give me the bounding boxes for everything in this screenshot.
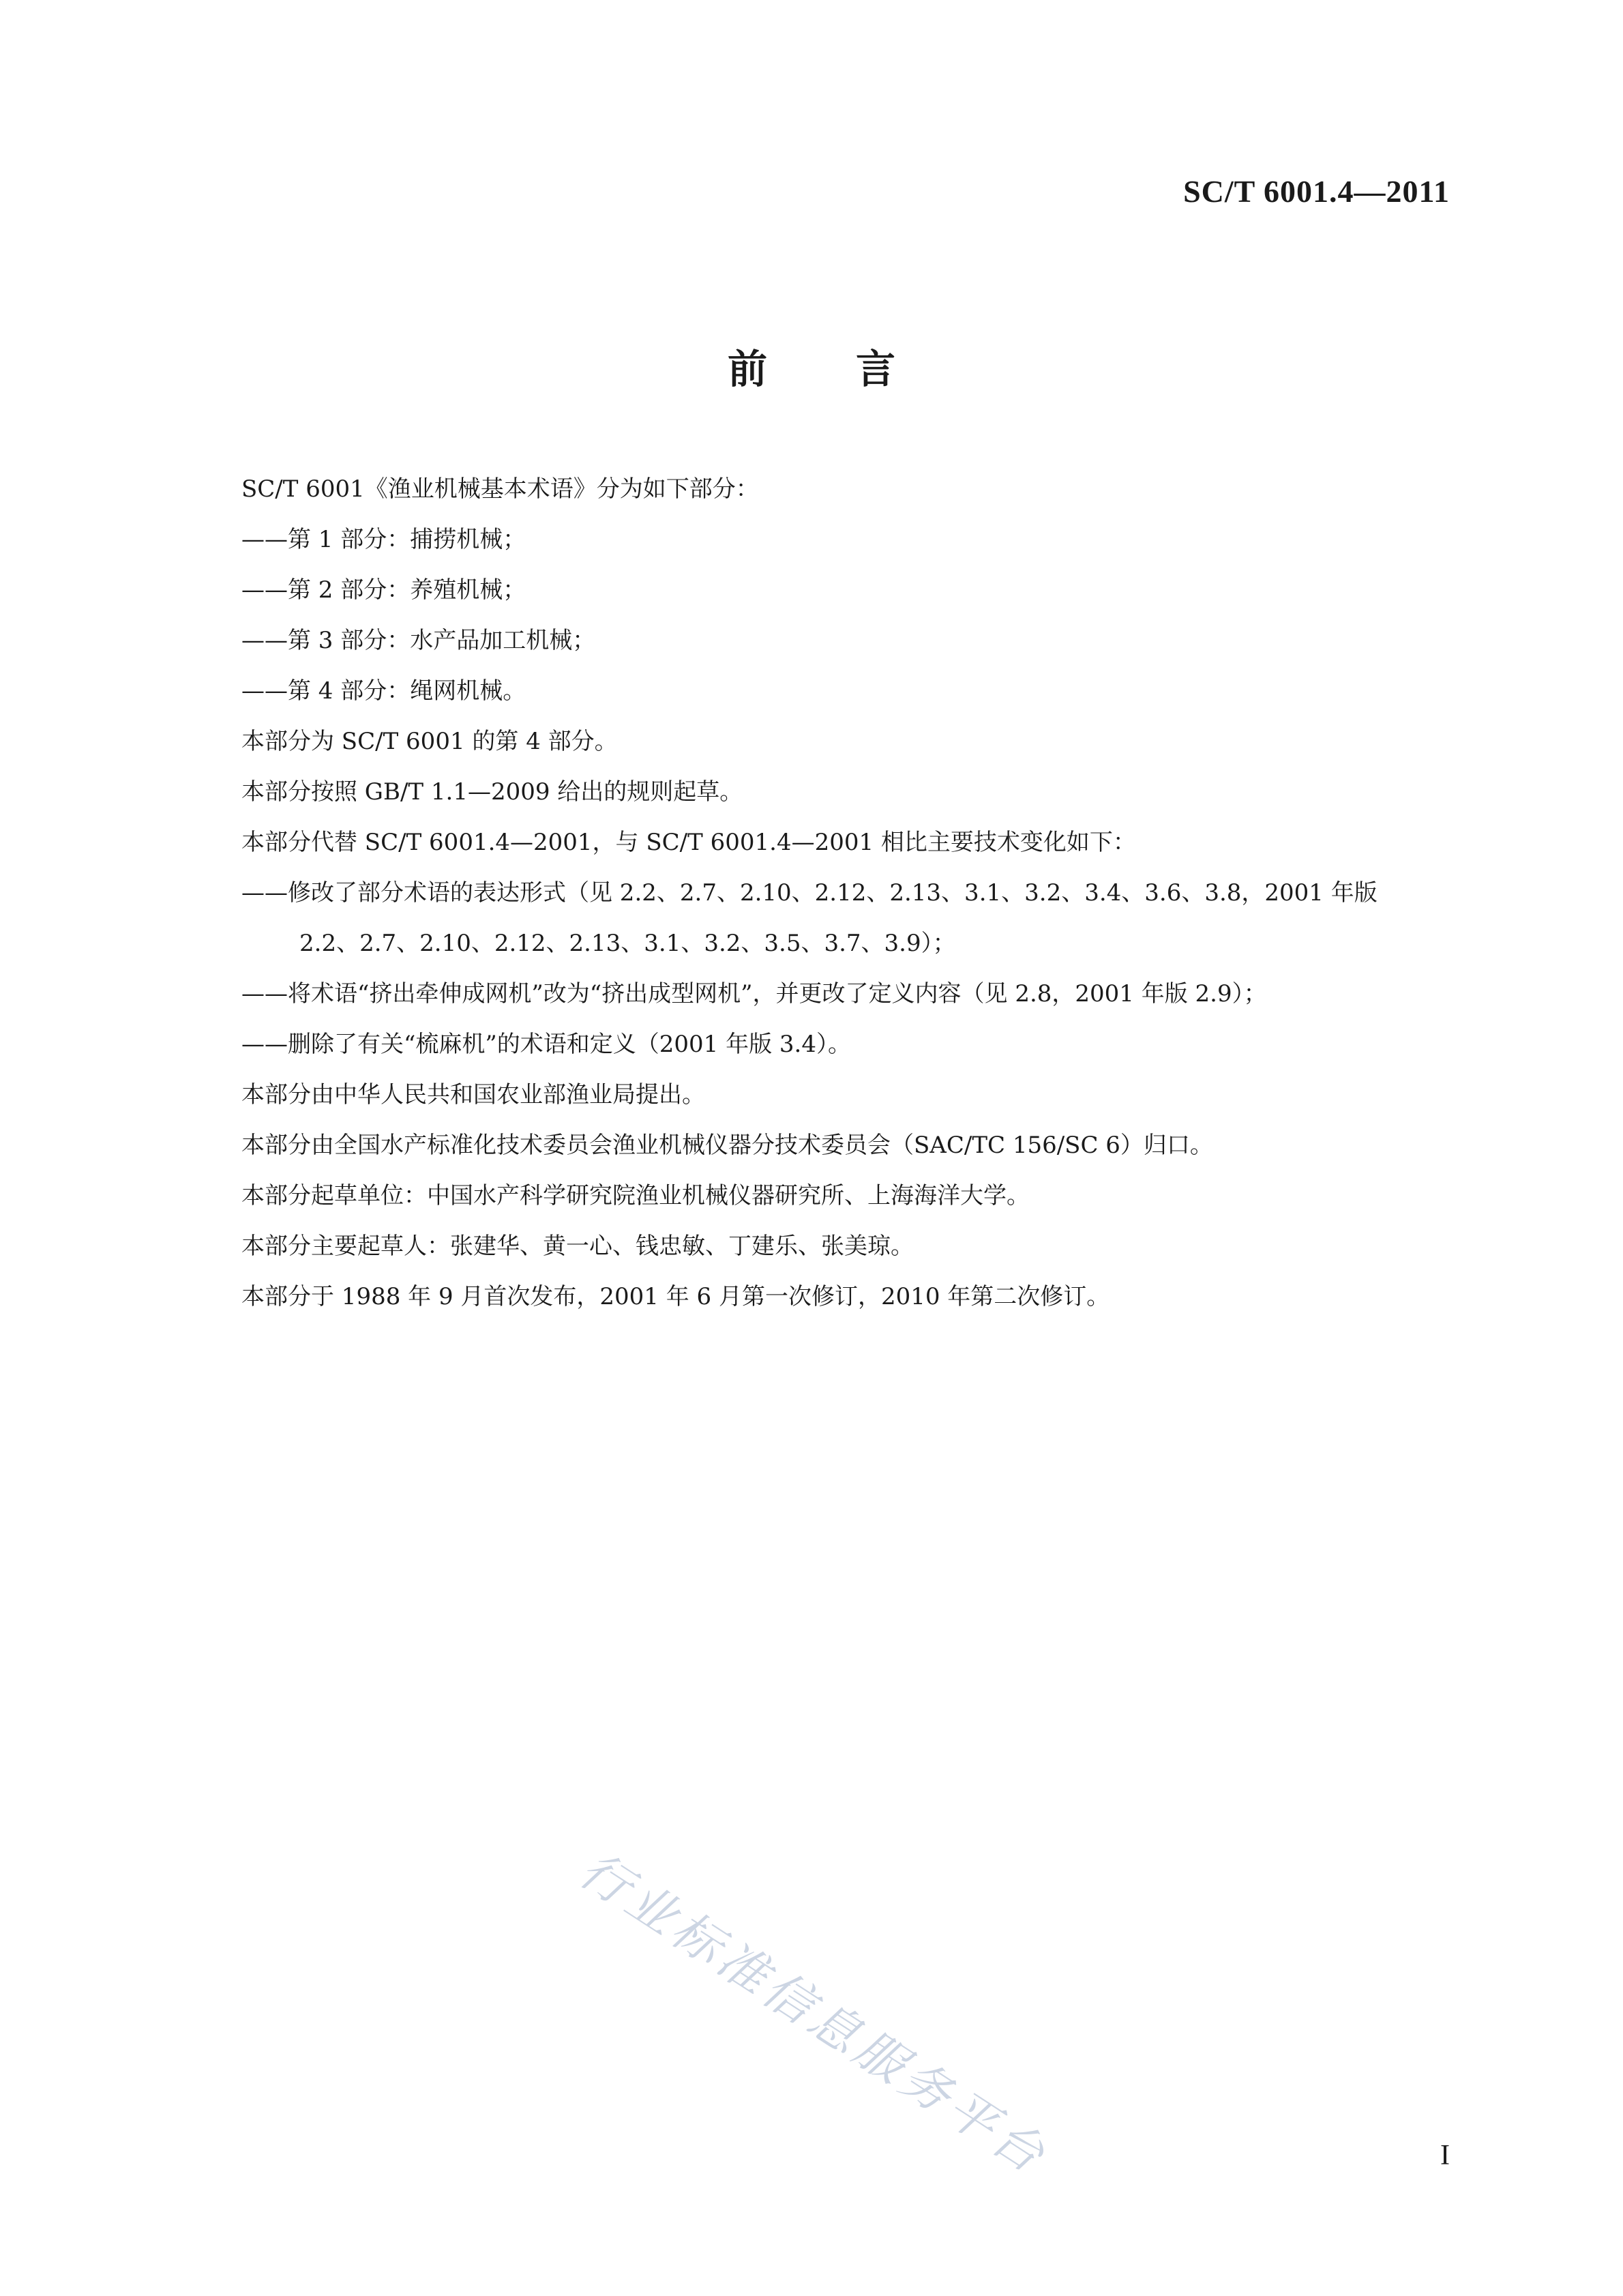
paragraph-administered-by: 本部分由全国水产标准化技术委员会渔业机械仪器分技术委员会（SAC/TC 156/SC 6）归口。 — [241, 1132, 1213, 1159]
paragraph-part-statement: 本部分为 SC/T 6001 的第 4 部分。 — [241, 728, 618, 755]
paragraph-proposed-by: 本部分由中华人民共和国农业部渔业局提出。 — [241, 1081, 705, 1108]
document-code: SC/T 6001.4—2011 — [1183, 174, 1450, 209]
list-item-part-1: ——第 1 部分：捕捞机械； — [241, 526, 526, 553]
list-item-change-2: ——将术语“挤出牵伸成网机”改为“挤出成型网机”，并更改了定义内容（见 2.8，2001 年版 2.9）； — [241, 980, 1267, 1007]
paragraph-parts-intro: SC/T 6001《渔业机械基本术语》分为如下部分： — [241, 475, 759, 503]
page-number: I — [1440, 2140, 1450, 2171]
paragraph-drafters: 本部分主要起草人：张建华、黄一心、钱忠敏、丁建乐、张美琼。 — [241, 1233, 914, 1260]
paragraph-history: 本部分于 1988 年 9 月首次发布，2001 年 6 月第一次修订，2010 年第二次修订。 — [241, 1283, 1110, 1310]
paragraph-replacement: 本部分代替 SC/T 6001.4—2001，与 SC/T 6001.4—2001 相比主要技术变化如下： — [241, 829, 1136, 856]
list-item-change-1-continued: 2.2、2.7、2.10、2.12、2.13、3.1、3.2、3.5、3.7、3.9）； — [299, 930, 956, 957]
list-item-part-3: ——第 3 部分：水产品加工机械； — [241, 627, 596, 654]
list-item-change-3: ——删除了有关“梳麻机”的术语和定义（2001 年版 3.4）。 — [241, 1031, 851, 1058]
paragraph-drafting-rules: 本部分按照 GB/T 1.1—2009 给出的规则起草。 — [241, 778, 743, 806]
page-title: 前言 — [727, 346, 984, 392]
list-item-change-1: ——修改了部分术语的表达形式（见 2.2、2.7、2.10、2.12、2.13、3.1、3.2、3.4、3.6、3.8，2001 年版 — [241, 879, 1378, 907]
list-item-part-2: ——第 2 部分：养殖机械； — [241, 576, 526, 604]
watermark: 行业标准信息服务平台 — [569, 1840, 1059, 2186]
paragraph-drafting-units: 本部分起草单位：中国水产科学研究院渔业机械仪器研究所、上海海洋大学。 — [241, 1182, 1030, 1209]
list-item-part-4: ——第 4 部分：绳网机械。 — [241, 677, 526, 705]
foreword-body — [241, 464, 1469, 1322]
